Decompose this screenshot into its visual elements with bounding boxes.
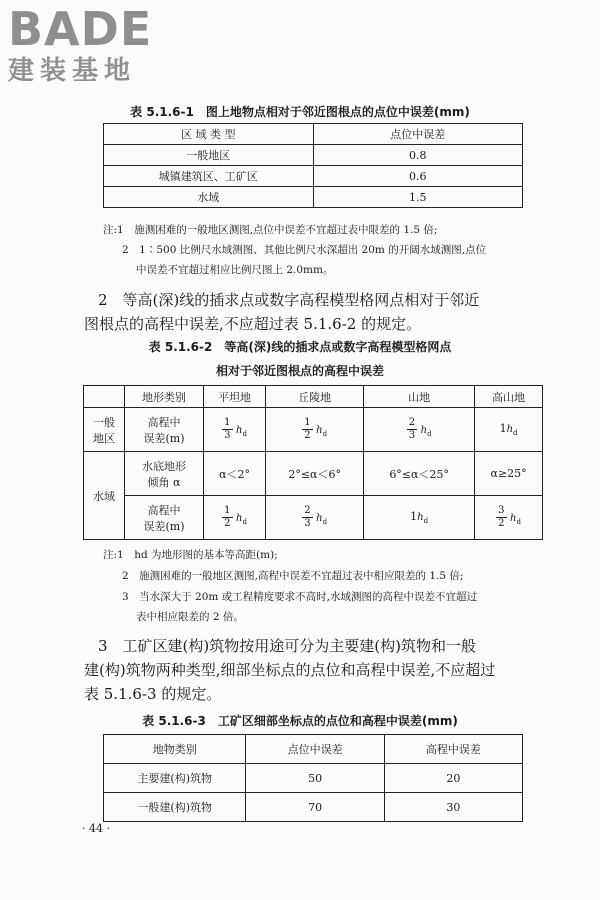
table-cell	[204, 496, 266, 540]
h-letter: h	[236, 424, 243, 436]
table-cell: 1.5	[313, 187, 523, 208]
table-cell	[204, 408, 266, 452]
fraction-numerator: 1	[224, 417, 231, 428]
table2-note-3: 3 当水深大于 20m 或工程精度要求不高时,水域测图的高程中误差不宜超过	[122, 591, 478, 603]
table-cell-water-area: 水域	[84, 452, 125, 540]
paragraph-3	[84, 634, 548, 706]
fraction	[407, 417, 417, 442]
table3-caption: 表 5.1.6-3 工矿区细部坐标点的点位和高程中误差(mm)	[142, 714, 458, 728]
paragraph-2-line-1: 2 等高(深)线的插求点或数字高程模型格网点相对于邻近	[98, 291, 480, 309]
fraction	[496, 505, 506, 530]
hd-symbol	[507, 424, 518, 435]
table-header-cell	[84, 386, 125, 408]
table-cell: α≥25°	[475, 452, 543, 496]
fraction	[222, 505, 232, 530]
table1-note-2-cont: 中误差不宜超过相应比例尺图上 2.0mm。	[136, 264, 334, 276]
table-cell: 2°≤α＜6°	[266, 452, 364, 496]
table-cell-elev-label	[125, 408, 204, 452]
table-cell-general-area	[84, 408, 125, 452]
hd-symbol	[236, 425, 247, 436]
table-header-row	[104, 735, 523, 764]
table-cell: α＜2°	[204, 452, 266, 496]
fraction-denominator: 2	[498, 518, 505, 529]
fraction-denominator: 2	[224, 518, 231, 529]
paragraph-3-line-1: 3 工矿区建(构)筑物按用途可分为主要建(构)筑物和一般	[98, 637, 476, 655]
table-header-cell: 平坦地	[204, 386, 266, 408]
h-subscript: d	[322, 517, 328, 526]
logo-wordmark: BADE	[8, 2, 153, 56]
bade-logo	[8, 4, 152, 86]
whole-number: 1	[499, 422, 507, 435]
logo-subtitle: 建装基地	[8, 56, 137, 86]
fraction-denominator: 3	[408, 430, 416, 441]
paragraph-2	[84, 288, 548, 336]
fraction-denominator: 2	[304, 430, 311, 441]
fraction-numerator: 1	[304, 417, 311, 428]
table-cell: 0.8	[313, 145, 523, 166]
elev-label-line-1: 高程中	[147, 415, 181, 429]
table1	[103, 123, 523, 208]
table-cell: 0.6	[313, 166, 523, 187]
table-header-cell: 地物类别	[104, 735, 246, 764]
fraction-numerator: 1	[224, 505, 231, 516]
hd-symbol	[421, 425, 432, 436]
fraction-numerator: 2	[304, 505, 311, 516]
h-subscript: d	[427, 429, 432, 438]
table-cell-elev-label	[125, 496, 204, 540]
table-row	[104, 187, 523, 208]
table-header-cell: 点位中误差	[246, 735, 384, 764]
paragraph-3-line-3: 表 5.1.6-3 的规定。	[84, 685, 222, 703]
h-letter: h	[417, 512, 424, 523]
whole-number: 1	[410, 510, 418, 523]
fraction-numerator: 2	[408, 417, 416, 428]
table2-note-1: 注:1 hd 为地形图的基本等高距(m);	[103, 549, 278, 561]
table2-note-3-cont: 表中相应限差的 2 倍。	[136, 611, 244, 623]
fraction	[302, 505, 312, 530]
table1-note-1: 注:1 施测困难的一般地区测图,点位中误差不宜超过表中限差的 1.5 倍;	[103, 224, 438, 236]
hd-symbol	[417, 512, 428, 523]
table2	[83, 385, 543, 540]
table-header-cell: 点位中误差	[313, 124, 523, 145]
h-letter: h	[510, 512, 517, 524]
table-cell: 一般地区	[104, 145, 314, 166]
fraction-denominator: 3	[224, 430, 231, 441]
paragraph-3-line-2: 建(构)筑物两种类型,细部坐标点的点位和高程中误差,不应超过	[84, 661, 496, 679]
hd-symbol	[236, 513, 247, 524]
table-header-cell: 山地	[364, 386, 475, 408]
hd-symbol	[316, 425, 327, 436]
general-area-label-line-1: 一般	[93, 415, 115, 429]
table-cell: 6°≤α＜25°	[364, 452, 475, 496]
table-header-row	[84, 386, 543, 408]
table-header-cell: 地形类别	[125, 386, 204, 408]
h-letter: h	[316, 424, 323, 436]
table-header-cell: 高山地	[475, 386, 543, 408]
table2-caption-line-2: 相对于邻近图根点的高程中误差	[215, 364, 384, 378]
table-row	[104, 145, 523, 166]
table-header-cell: 高程中误差	[384, 735, 522, 764]
table2-note-2: 2 施测困难的一般地区测图,高程中误差不宜超过表中相应限差的 1.5 倍;	[122, 570, 464, 582]
h-subscript: d	[242, 429, 247, 438]
table-cell	[364, 408, 475, 452]
h-subscript: d	[516, 517, 521, 526]
h-letter: h	[506, 424, 514, 435]
table-cell	[475, 408, 543, 452]
table-row	[84, 496, 543, 540]
table-header-row	[104, 124, 523, 145]
table-cell: 50	[246, 764, 384, 793]
h-letter: h	[420, 424, 428, 436]
general-area-label-line-2: 地区	[93, 431, 115, 445]
table-cell: 20	[384, 764, 522, 793]
table3	[103, 734, 523, 822]
paragraph-2-line-2: 图根点的高程中误差,不应超过表 5.1.6-2 的规定。	[84, 315, 422, 333]
hd-symbol	[316, 513, 327, 524]
table-row	[104, 793, 523, 822]
h-subscript: d	[423, 517, 429, 525]
table-cell: 30	[384, 793, 522, 822]
page-number: · 44 ·	[82, 822, 110, 835]
fraction	[222, 417, 232, 442]
table-row	[104, 764, 523, 793]
table-cell: 一般建(构)筑物	[104, 793, 246, 822]
table-header-cell: 区 域 类 型	[104, 124, 314, 145]
fraction	[302, 417, 312, 442]
table-cell: 水域	[104, 187, 314, 208]
fraction-numerator: 3	[498, 505, 505, 516]
elev-label-line-2: 误差(m)	[143, 431, 185, 445]
table1-note-2: 2 1∶500 比例尺水域测图、其他比例尺水深超出 20m 的开阔水域测图,点位	[122, 244, 487, 256]
elev-label-line-2: 误差(m)	[143, 519, 185, 533]
h-letter: h	[316, 512, 323, 524]
table-cell: 70	[246, 793, 384, 822]
h-subscript: d	[322, 429, 328, 438]
table2-caption-line-1: 表 5.1.6-2 等高(深)线的插求点或数字高程模型格网点	[148, 340, 452, 354]
table-row	[84, 452, 543, 496]
table-cell	[266, 496, 364, 540]
table1-caption: 表 5.1.6-1 图上地物点相对于邻近图根点的点位中误差(mm)	[130, 105, 470, 119]
table-header-cell: 丘陵地	[266, 386, 364, 408]
h-subscript: d	[513, 429, 518, 437]
table-cell-slope-label	[125, 452, 204, 496]
table-cell	[364, 496, 475, 540]
h-subscript: d	[242, 517, 247, 526]
table-cell	[266, 408, 364, 452]
table-cell: 城镇建筑区、工矿区	[104, 166, 314, 187]
table-row	[84, 408, 543, 452]
fraction-denominator: 3	[304, 518, 311, 529]
table-row	[104, 166, 523, 187]
slope-label-line-2: 倾角 α	[147, 475, 181, 489]
elev-label-line-1: 高程中	[147, 503, 181, 517]
table-cell: 主要建(构)筑物	[104, 764, 246, 793]
slope-label-line-1: 水底地形	[142, 459, 186, 473]
hd-symbol	[510, 513, 521, 524]
table-cell	[475, 496, 543, 540]
h-letter: h	[236, 512, 243, 524]
